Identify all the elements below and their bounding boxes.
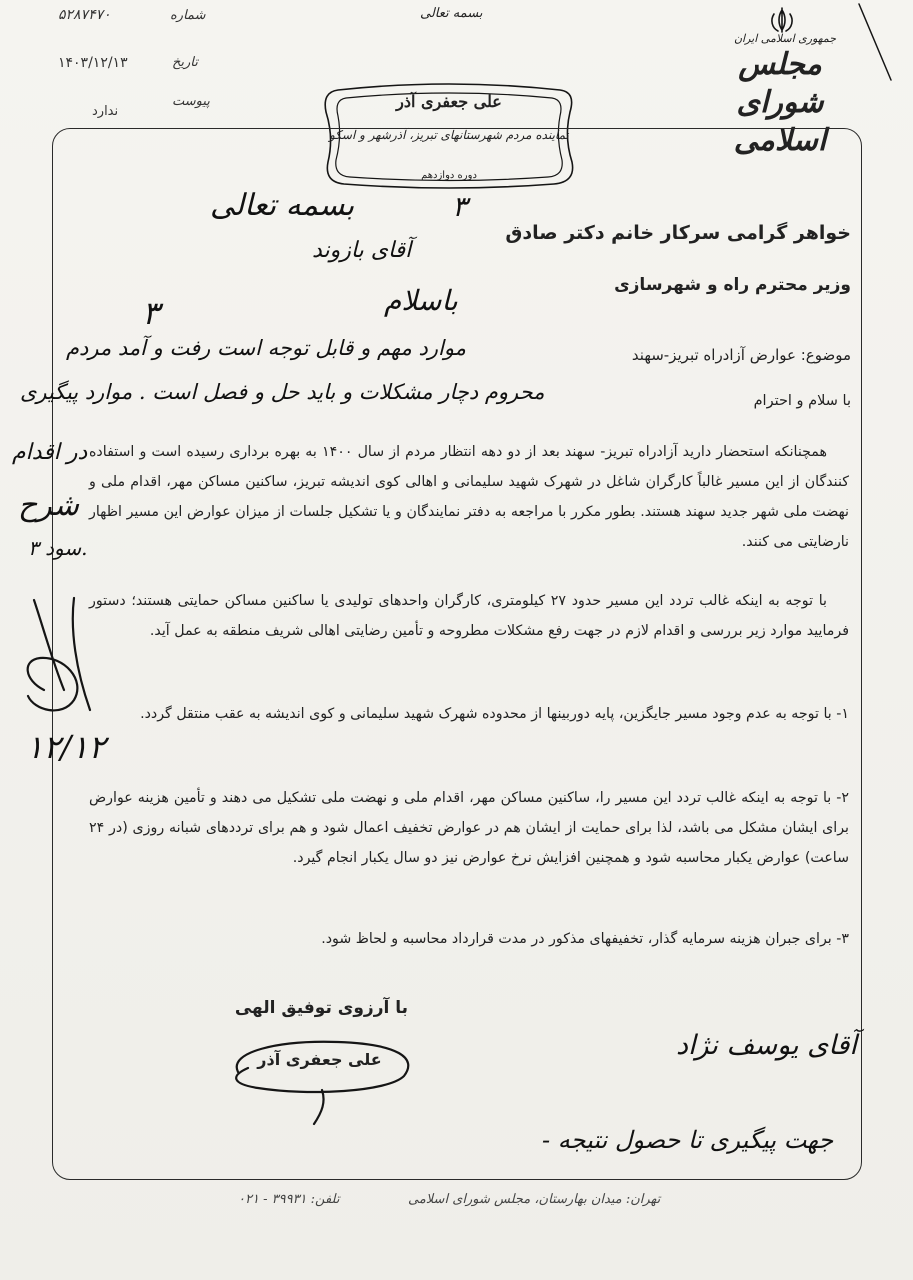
signature-scribble [218, 1032, 423, 1127]
handwritten-bottom-instruction: - جهت پیگیری تا حصول نتیجه [542, 1126, 834, 1154]
handwritten-margin-note-2: شرح [18, 488, 80, 523]
signer-name: علی جعفری آذر [257, 1050, 382, 1069]
handwritten-addressee: آقای بازوند [312, 238, 412, 263]
footer-address: تهران: میدان بهارستان، مجلس شورای اسلامی [408, 1192, 661, 1207]
stamp-term: دوره دوازدهم [421, 170, 477, 181]
attachment-label: پیوست [172, 94, 210, 109]
attachment-value: ندارد [92, 104, 119, 119]
number-label: شماره [170, 8, 206, 23]
subject-line: موضوع: عوارض آزادراه تبریز-سهند [631, 346, 851, 364]
bismillah-print: بسمه تعالی [420, 6, 483, 21]
republic-label: جمهوری اسلامی ایران [733, 32, 837, 45]
majlis-logo-text: مجلس شورای اسلامی [733, 47, 827, 158]
item-1: ۱- با توجه به عدم وجود مسیر جایگزین، پایه دوربینها از محدوده شهرک شهید سلیمانی و کوی اندیشه به عقب منتقل گردد. [140, 706, 849, 722]
handwritten-line-1: موارد مهم و قابل توجه است رفت و آمد مردم [66, 336, 466, 360]
item-3: ۳- برای جبران هزینه سرمایه گذار، تخفیفهای مذکور در مدت قرارداد محاسبه و لحاظ شود. [321, 931, 849, 947]
paragraph-1: همچنانکه استحضار دارید آزادراه تبریز- سهند بعد از دو دهه انتظار مردم از سال ۱۴۰۰ به بهره برداری رسیده است و استفاده کنندگان از این مسیر غالباً کارگران شاغل در شهرک شهید سلیمانی و اهالی کوی اندیشه تبریز، ساکنین مساکن مهر، اقدام ملی و نهضت ملی شهر جدید سهند هستند. بطور مکرر با مراجعه به دفتر نمایندگان و یا تشکیل جلسات از میزان عوارض این مسیر اظهار نارضایتی می کنند. [89, 444, 849, 550]
date-value: ۱۴۰۳/۱۲/۱۳ [58, 55, 128, 71]
diagonal-border-line [855, 2, 895, 82]
footer-phone: تلفن: ۳۹۹۳۱ - ۰۲۱ [238, 1192, 340, 1207]
handwritten-bismillah: بسمه تعالی [210, 188, 355, 223]
handwritten-number-2: ۳ [142, 294, 160, 332]
handwritten-margin-note-3: ۳ سود. [28, 536, 88, 560]
handwritten-line-2: محروم دچار مشکلات و باید حل و فصل است . موارد پیگیری [20, 380, 545, 404]
stamp-representative: نماینده مردم شهرستانهای تبریز، آذرشهر و اسکو [329, 128, 569, 142]
date-label: تاریخ [172, 55, 198, 70]
number-value: ۵۲۸۷۴۷۰ [58, 7, 111, 23]
iran-emblem-icon [762, 6, 802, 34]
paragraph-2: با توجه به اینکه غالب تردد این مسیر حدود ۲۷ کیلومتری، کارگران واحدهای تولیدی یا ساکنین مساکن حمایتی هستند؛ دستور فرمایید موارد زیر بررسی و اقدام لازم در جهت رفع مشکلات مطروحه و تأمین رضایتی اهالی شریف منطقه به عمل آید. [89, 593, 849, 639]
handwritten-salam: باسلام [384, 284, 458, 317]
greeting: با سلام و احترام [753, 393, 851, 409]
handwritten-number-1: ۳ [452, 190, 468, 223]
closing: با آرزوی توفیق الهی [234, 998, 408, 1018]
stamp-name: علی جعفری آذر [396, 92, 502, 111]
handwritten-margin-note-1: در اقدام [12, 440, 88, 465]
salutation: خواهر گرامی سرکار خانم دکتر صادق [505, 222, 851, 244]
handwritten-bottom-addressee: آقای یوسف نژاد [676, 1030, 857, 1061]
handwritten-margin-date: ۱۲/۱۲ [26, 728, 106, 766]
minister-title: وزیر محترم راه و شهرسازی [614, 275, 851, 295]
item-2: ۲- با توجه به اینکه غالب تردد این مسیر را، ساکنین مساکن مهر، اقدام ملی و نهضت ملی تشکیل می دهند و تأمین هزینه عوارض برای ایشان مشکل می باشد، لذا برای حمایت از ایشان هم در عوارض تخفیف اعمال شود و هم برای ترددهای شبانه روزی (در ۲۴ ساعت) عوارض یکبار محاسبه شود و همچنین افزایش نرخ عوارض نیز دو سال یکبار انجام گیرد. [89, 790, 849, 866]
